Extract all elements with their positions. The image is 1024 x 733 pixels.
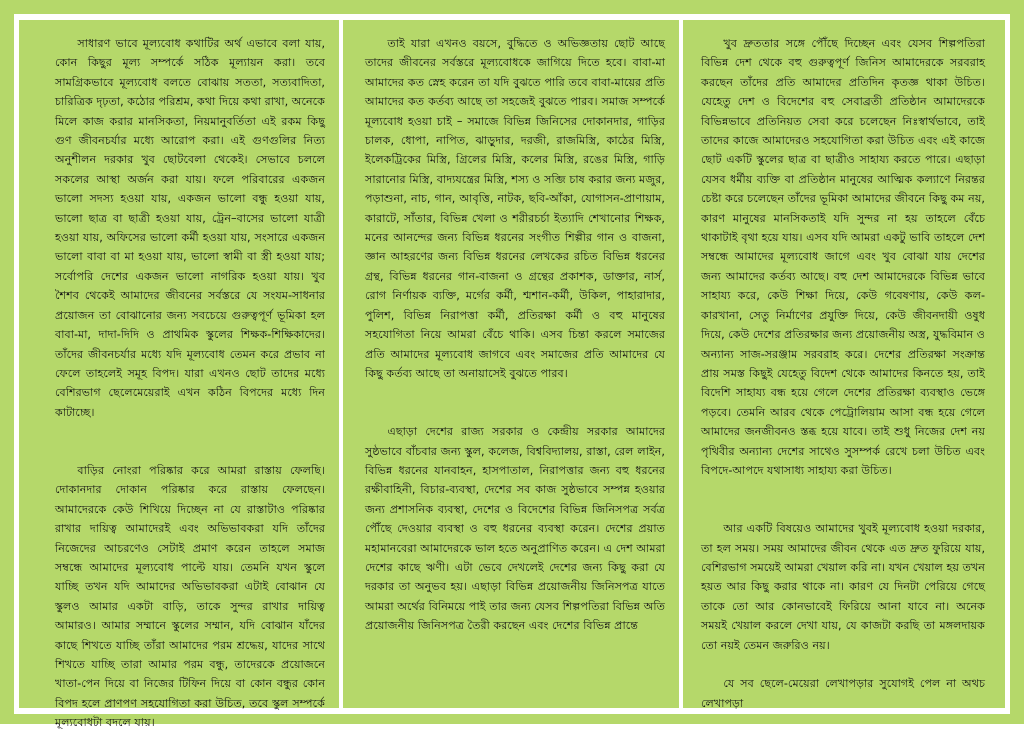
paragraph: তাই যারা এখনও বয়সে, বুদ্ধিতে ও অভিজ্ঞতায় ছোট আছে তাদের জীবনের সর্বস্তরে মূল্যবোধকে জাগিয়ে দিতে হবে। বাবা-মা আমাদের কত স্নেহ করেন তা যদি বুঝতে পারি তবে বাবা-মায়ের প্রতি আমাদের কত কর্তব্য আছে তা সহজেই বুঝতে পারব। সমাজ সম্পর্কে মূল্যবোধ হওয়া চাই – সমাজে বিভিন্ন জিনিসের দোকানদার, গাড়ির চালক, ধোপা, নাপিত, ঝাড়ুদার, দরজী, রাজমিস্ত্রি, কাঠের মিস্ত্রি, ইলেকট্রিকের মিস্ত্রি, গ্রিলের মিস্ত্রি, কলের মিস্ত্রি, রঙের মিস্ত্রি, গাড়ি সারানোর মিস্ত্রি, বাদ্যযন্ত্রের মিস্ত্রি, শস্য ও সব্জি চাষ করার জন্য মজুর, পড়াশুনা, নাচ, গান, আবৃত্তি, নাটক, ছবি-আঁকা, যোগাসন-প্রাণায়াম, কারাটে, সাঁতার, বিভিন্ন খেলা ও শরীরচর্চা ইত্যাদি শেখানোর শিক্ষক, মনের আনন্দের জন্য বিভিন্ন ধরনের সংগীত শিল্পীর গান ও বাজনা, জ্ঞান আহরণের জন্য বিভিন্ন ধরনের লেখকের রচিত বিভিন্ন ধরনের গ্রন্থ, বিভিন্ন ধরনের গান-বাজনা ও গ্রন্থের প্রকাশক, ডাক্তার, নার্স, রোগ নির্ণায়ক ব্যক্তি, মর্গের কর্মী, শ্মশান-কর্মী, উকিল, পাহারাদার, পুলিশ, বিভিন্ন নিরাপত্তা কর্মী, প্রতিরক্ষা কর্মী ও বহু মানুষের সহযোগিতা নিয়ে আমরা বেঁচে থাকি। এসব চিন্তা করলে সমাজের প্রতি আমাদের মূল্যবোধ জাগবে এবং সমাজের প্রতি আমাদের যে কিছু কর্তব্য আছে তা অনায়াসেই বুঝতে পারব। — [365, 37, 665, 380]
left-border — [14, 14, 19, 714]
paragraph: বাড়ির নোংরা পরিষ্কার করে আমরা রাস্তায় ফেলছি। দোকানদার দোকান পরিষ্কার করে রাস্তায় ফেলছেন। আমাদেরকে কেউ শিখিয়ে দিচ্ছেন না যে রাস্তাটাও পরিষ্কার রাখার দায়িত্ব আমাদেরই এবং অভিভাবকরা যদি তাঁদের নিজেদের আচরণেও সেটাই প্রমাণ করেন তাহলে সমাজ সম্বন্ধে আমাদের মূল্যবোধ পাল্টে যায়। তেমনি যখন স্কুলে যাচ্ছি তখন যদি আমাদের অভিভাবকরা এটাই বোঝান যে স্কুলও আমার একটা বাড়ি, তাকে সুন্দর রাখার দায়িত্ব আমারও। আমার সম্মানে স্কুলের সম্মান, যদি বোঝান যাঁদের কাছে শিখতে যাচ্ছি তাঁরা আমাদের পরম শ্রদ্ধেয়, যাদের সাথে শিখতে যাচ্ছি তারা আমার পরম বন্ধু, তাদেরকে প্রয়োজনে খাতা-পেন দিয়ে বা নিজের টিফিন দিয়ে বা কোন বন্ধুর কোন বিপদ হলে প্রাণপণ সহযোগিতা করা উচিত, তবে স্কুল সম্পর্কে মূল্যবোধটা বদলে যায়। — [55, 463, 325, 730]
column-divider-1 — [339, 14, 343, 714]
column-divider-2 — [679, 14, 683, 714]
paragraph: যে সব ছেলে-মেয়েরা লেখাপড়ার সুযোগই পেল না অথচ লেখাপড়া — [701, 677, 985, 710]
paragraph: আর একটি বিষয়েও আমাদের খুবই মূল্যবোধ হওয়া দরকার, তা হল সময়। সময় আমাদের জীবন থেকে এত দ্রুত ফুরিয়ে যায়, বেশিরভাগ সময়েই আমরা খেয়াল করি না। যখন খেয়াল হয় তখন হয়ত আর কিছু করার থাকে না। কারণ যে দিনটা পেরিয়ে গেছে তাকে তো আর কোনভাবেই ফিরিয়ে আনা যাবে না। অনেক সময়ই খেয়াল করলে দেখা যায়, যে কাজটা করছি তা মঙ্গলদায়ক তো নয়ই তেমন জরুরিও নয়। — [701, 522, 985, 652]
paragraph: সাধারণ ভাবে মূল্যবোধ কথাটির অর্থ এভাবে বলা যায়, কোন কিছুর মূল্য সম্পর্কে সঠিক মূল্যায়ন করা। তবে সামগ্রিকভাবে মূল্যবোধ বলতে বোঝায় সততা, সত্যবাদিতা, চারিত্রিক দৃঢ়তা, কঠোর পরিশ্রম, কথা দিয়ে কথা রাখা, অনেকে মিলে কাজ করার মানসিকতা, নিয়মানুবর্তিতা এই রকম কিছু গুণ জীবনচর্যার মধ্যে আরোপ করা। এই গুণগুলির নিত্য অনুশীলন দরকার খুব ছোটবেলা থেকেই। সেভাবে চললে সকলের আস্থা অর্জন করা যায়। ফলে পরিবারের একজন ভালো সদস্য হওয়া যায়, একজন ভালো বন্ধু হওয়া যায়, ভালো ছাত্র বা ছাত্রী হওয়া যায়, ট্রেন–বাসের ভালো যাত্রী হওয়া যায়, অফিসের ভালো কর্মী হওয়া যায়, সংসারে একজন ভালো বাবা বা মা হওয়া যায়, ভালো স্বামী বা স্ত্রী হওয়া যায়; সর্বোপরি দেশের একজন ভালো নাগরিক হওয়া যায়। খুব শৈশব থেকেই আমাদের জীবনের সর্বস্তরে যে সংযম-সাধনার প্রয়োজন তা বোঝানোর জন্য সবচেয়ে গুরুত্বপূর্ণ ভূমিকা হল বাবা-মা, দাদা-দিদি ও প্রাথমিক স্কুলের শিক্ষক-শিক্ষিকাদের। তাঁদের জীবনচর্যার মধ্যে যদি মূল্যবোধ তেমন করে প্রভাব না ফেলে তাহলেই সমূহ বিপদ। যারা এখনও ছোট তাদের মধ্যে বেশিরভাগ ছেলেমেয়েরাই এখন কঠিন বিপদের মধ্যে দিন কাটাচ্ছে। — [55, 37, 325, 419]
text-column-2 — [365, 34, 665, 704]
right-border — [1005, 14, 1010, 714]
paragraph: এছাড়া দেশের রাজ্য সরকার ও কেন্দ্রীয় সরকার আমাদের সুষ্ঠভাবে বাঁচবার জন্য স্কুল, কলেজ, বিশ্ববিদ্যালয়, রাস্তা, রেল লাইন, বিভিন্ন ধরনের যানবাহন, হাসপাতাল, নিরাপত্তার জন্য বহু ধরনের রক্ষীবাহিনী, বিচার-ব্যবস্থা, দেশের সব কাজ সুষ্ঠভাবে সম্পন্ন হওয়ার জন্য প্রশাসনিক ব্যবস্থা, দেশের ও বিদেশের বিভিন্ন জিনিসপত্র সর্বত্র পৌঁছে দেওয়ার ব্যবস্থা ও বহু ধরনের ব্যবস্থা করেন। দেশের প্রয়াত মহামানবেরা আমাদেরকে ভাল হতে অনুপ্রাণিত করেন। এ দেশ আমরা দেশের কাছে ঋণী। এটা ভেবে দেখলেই দেশের জন্য কিছু করা যে দরকার তা অনুভব হয়। এছাড়া বিভিন্ন প্রয়োজনীয় জিনিসপত্র যাতে আমরা অর্থের বিনিময়ে পাই তার জন্য যেসব শিল্পপতিরা বিভিন্ন অতি প্রয়োজনীয় জিনিসপত্র তৈরী করছেন এবং দেশের বিভিন্ন প্রান্তে — [365, 425, 665, 633]
text-column-3 — [701, 34, 985, 710]
top-border — [14, 14, 1010, 20]
text-column-1 — [55, 34, 325, 730]
paragraph: খুব দ্রুততার সঙ্গে পৌঁছে দিচ্ছেন এবং যেসব শিল্পপতিরা বিভিন্ন দেশ থেকে বহু গুরুত্বপূর্ণ জিনিস আমাদেরকে সরবরাহ করছেন তাঁদের প্রতি আমাদের প্রতিদিন কৃতজ্ঞ থাকা উচিত। যেহেতু দেশ ও বিদেশের বহু সেবাব্রতী প্রতিষ্ঠান আমাদেরকে বিভিন্নভাবে প্রতিনিয়ত সেবা করে চলেছেন নিঃস্বার্থভাবে, তাই তাদের কাজে আমাদেরও সহযোগিতা করা উচিত এবং এই কাজে ছোট একটি স্কুলের ছাত্র বা ছাত্রীও সাহায্য করতে পারে। এছাড়া যেসব ধর্মীয় ব্যক্তি বা প্রতিষ্ঠান মানুষের আত্মিক কল্যাণে নিরন্তর চেষ্টা করে চলেছেন তাঁদের ভূমিকা আমাদের জীবনে কিছু কম নয়, কারণ মানুষের মানসিকতাই যদি সুন্দর না হয় তাহলে বেঁচে থাকাটাই বৃথা হয়ে যায়। এসব যদি আমরা একটু ভাবি তাহলে দেশ সম্বন্ধে আমাদের মূল্যবোধ জাগে এবং খুব বোঝা যায় দেশের জন্য আমাদের কর্তব্য আছে। বহু দেশ আমাদেরকে বিভিন্ন ভাবে সাহায্য করে, কেউ শিক্ষা দিয়ে, কেউ গবেষণায়, কেউ কল-কারখানা, সেতু নির্মাণের প্রযুক্তি দিয়ে, কেউ জীবনদায়ী ওষুধ দিয়ে, কেউ দেশের প্রতিরক্ষার জন্য প্রয়োজনীয় অস্ত্র, যুদ্ধবিমান ও অন্যান্য সাজ-সরঞ্জাম সরবরাহ করে। দেশের প্রতিরক্ষা সংক্রান্ত প্রায় সমস্ত কিছুই যেহেতু বিদেশ থেকে আমাদের কিনতে হয়, তাই বিদেশি সাহায্য বন্ধ হয়ে গেলে দেশের প্রতিরক্ষা ব্যবস্থাও ভেঙ্গে পড়বে। তেমনি আরব থেকে পেট্রোলিয়াম আসা বন্ধ হয়ে গেলে আমাদের জনজীবনও স্তব্ধ হয়ে যাবে। তাই শুধু নিজের দেশ নয় পৃথিবীর অন্যান্য দেশের সাথেও সুসম্পর্ক রেখে চলা উচিত এবং বিপদে-আপদে যথাসাধ্য সাহায্য করা উচিত। — [701, 37, 985, 477]
